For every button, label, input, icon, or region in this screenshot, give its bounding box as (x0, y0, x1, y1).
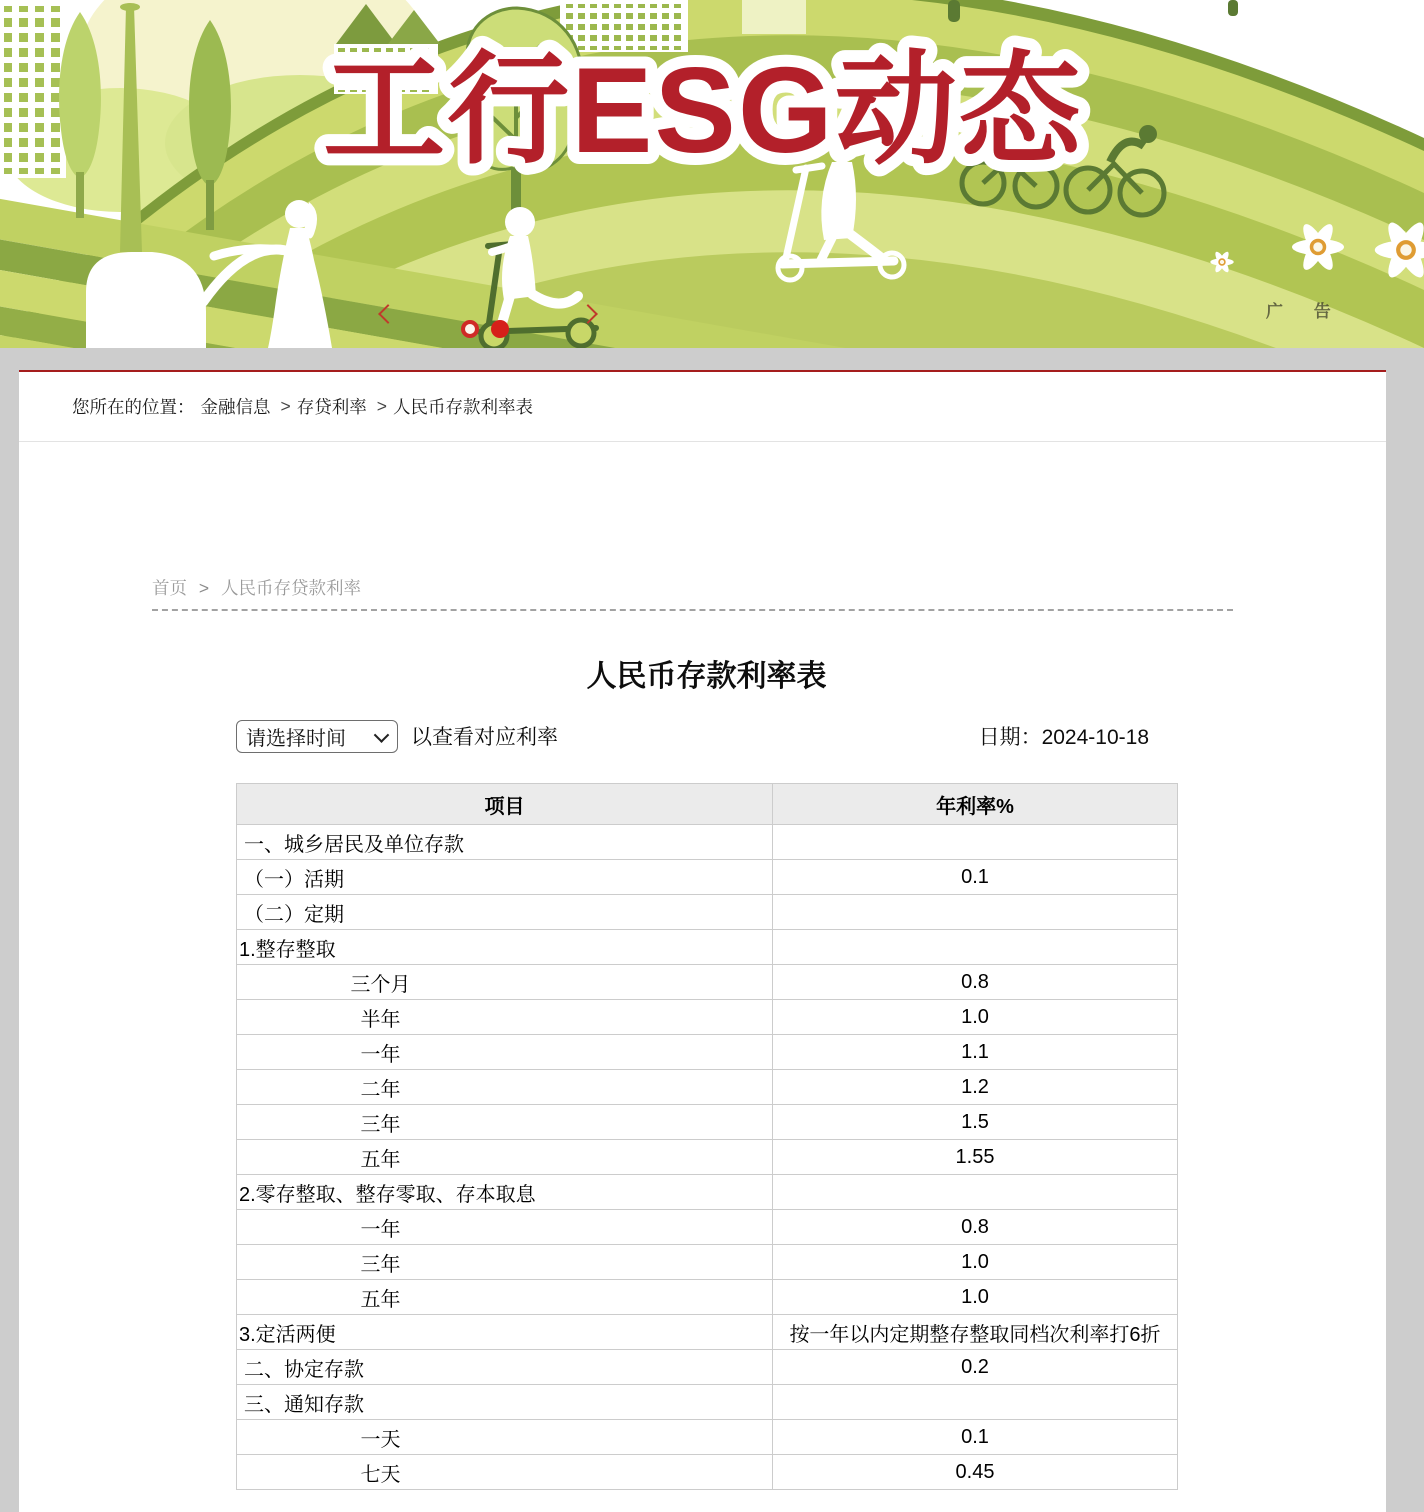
time-select-value: 请选择时间 (246, 727, 346, 750)
select-hint: 以查看对应利率 (411, 726, 558, 749)
item-cell: 一天 (237, 1420, 773, 1455)
breadcrumb-current-link[interactable]: 人民币存贷款利率 (220, 578, 361, 598)
table-row (237, 1105, 1178, 1140)
rate-cell: 0.45 (773, 1455, 1178, 1490)
rate-cell: 1.5 (773, 1105, 1178, 1140)
carousel-dot-active[interactable] (491, 320, 509, 338)
controls-row (236, 719, 1177, 753)
item-cell: （一）活期 (237, 860, 773, 895)
rate-cell: 1.2 (773, 1070, 1178, 1105)
rate-cell: 0.1 (773, 860, 1178, 895)
time-select[interactable] (236, 720, 398, 753)
rate-cell: 1.0 (773, 1245, 1178, 1280)
carousel-prev-icon[interactable] (377, 306, 393, 322)
rate-cell (773, 930, 1178, 965)
table-row (237, 1210, 1178, 1245)
table-row (237, 1455, 1178, 1490)
table-row (237, 930, 1178, 965)
location-separator: > (376, 396, 387, 416)
location-prefix: 您所在的位置： (72, 397, 195, 417)
page-title: 人民币存款利率表 (586, 660, 827, 693)
content-area (19, 442, 1386, 1490)
breadcrumb-separator: > (198, 578, 210, 598)
rate-cell (773, 895, 1178, 930)
breadcrumb-home-link[interactable]: 首页 (152, 578, 187, 598)
table-row (237, 1000, 1178, 1035)
rate-cell (773, 1175, 1178, 1210)
table-row (237, 1280, 1178, 1315)
rate-cell: 1.0 (773, 1000, 1178, 1035)
table-row (237, 895, 1178, 930)
item-cell: 一年 (237, 1210, 773, 1245)
rate-cell: 0.8 (773, 1210, 1178, 1245)
table-row (237, 1070, 1178, 1105)
rates-table (236, 783, 1178, 1490)
item-cell: 2.零存整取、整存零取、存本取息 (237, 1175, 773, 1210)
location-link-finance[interactable]: 金融信息 (200, 397, 271, 417)
item-cell: 三、通知存款 (237, 1385, 773, 1420)
ad-label: 广 告 (1266, 302, 1344, 321)
item-cell: 一年 (237, 1035, 773, 1070)
item-cell: （二）定期 (237, 895, 773, 930)
table-row (237, 1385, 1178, 1420)
item-cell: 3.定活两便 (237, 1315, 773, 1350)
table-row (237, 1315, 1178, 1350)
rate-cell: 1.55 (773, 1140, 1178, 1175)
item-cell: 二、协定存款 (237, 1350, 773, 1385)
item-cell: 一、城乡居民及单位存款 (237, 825, 773, 860)
header-item: 项目 (237, 784, 773, 825)
item-cell: 七天 (237, 1455, 773, 1490)
location-bar (19, 372, 1386, 442)
table-row (237, 1350, 1178, 1385)
rate-cell: 1.1 (773, 1035, 1178, 1070)
header-rate: 年利率% (773, 784, 1178, 825)
table-row (237, 860, 1178, 895)
item-cell: 三年 (237, 1245, 773, 1280)
date-display: 日期：2024-10-18 (978, 726, 1149, 749)
item-cell: 五年 (237, 1140, 773, 1175)
item-cell: 二年 (237, 1070, 773, 1105)
breadcrumb (152, 575, 1233, 611)
esg-banner (0, 0, 1424, 348)
table-row (237, 1420, 1178, 1455)
content-sheet (19, 370, 1386, 1512)
table-row (237, 1035, 1178, 1070)
location-separator: > (280, 396, 291, 416)
item-cell: 1.整存整取 (237, 930, 773, 965)
rate-cell: 0.1 (773, 1420, 1178, 1455)
item-cell: 半年 (237, 1000, 773, 1035)
item-cell: 五年 (237, 1280, 773, 1315)
table-row (237, 1245, 1178, 1280)
rate-cell (773, 825, 1178, 860)
location-current: 人民币存款利率表 (392, 397, 533, 417)
table-row (237, 1140, 1178, 1175)
table-row (237, 965, 1178, 1000)
carousel-dot[interactable] (461, 320, 479, 338)
rate-cell: 1.0 (773, 1280, 1178, 1315)
carousel-next-icon[interactable] (577, 306, 593, 322)
table-row (237, 825, 1178, 860)
location-link-rates[interactable]: 存贷利率 (296, 397, 367, 417)
rate-cell: 0.2 (773, 1350, 1178, 1385)
banner-title: 工行ESG动态 (323, 42, 1083, 178)
chevron-down-icon (374, 727, 390, 743)
rate-cell: 按一年以内定期整存整取同档次利率打6折 (773, 1315, 1178, 1350)
item-cell: 三年 (237, 1105, 773, 1140)
table-header-row (237, 784, 1178, 825)
rate-cell (773, 1385, 1178, 1420)
rates-table-body (237, 825, 1178, 1490)
item-cell: 三个月 (237, 965, 773, 1000)
table-row (237, 1175, 1178, 1210)
rate-cell: 0.8 (773, 965, 1178, 1000)
